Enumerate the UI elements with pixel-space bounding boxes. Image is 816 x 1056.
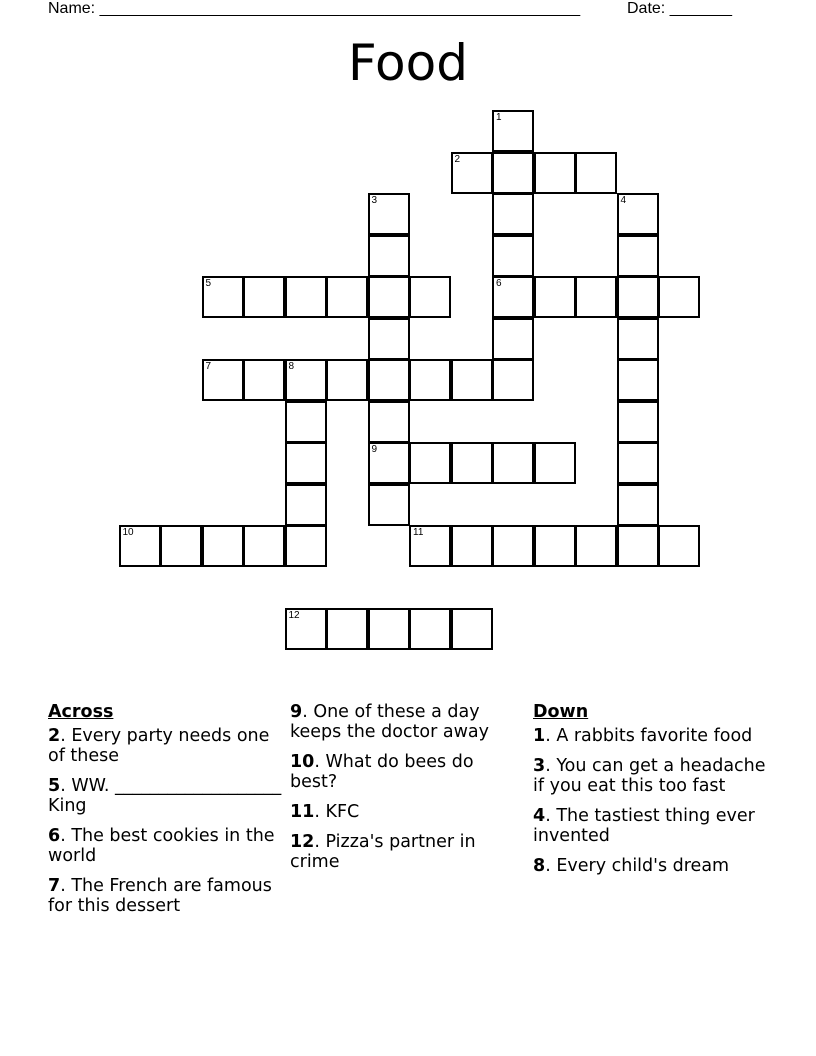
page-title: Food [348, 34, 468, 92]
grid-cell[interactable] [617, 318, 659, 360]
grid-cell[interactable] [617, 276, 659, 318]
grid-cell[interactable] [534, 525, 576, 567]
clue-across-6: 6. The best cookies in the world [48, 826, 275, 866]
clue-number: 8 [288, 361, 295, 372]
clue-number: 9 [371, 444, 378, 455]
grid-cell[interactable] [243, 276, 285, 318]
grid-cell[interactable] [617, 401, 659, 443]
grid-cell[interactable] [326, 608, 368, 650]
grid-cell[interactable] [160, 525, 202, 567]
grid-cell[interactable] [575, 152, 617, 194]
grid-cell[interactable] [575, 525, 617, 567]
grid-cell[interactable] [368, 276, 410, 318]
grid-cell[interactable] [451, 525, 493, 567]
grid-cell[interactable] [617, 484, 659, 526]
grid-cell[interactable] [285, 276, 327, 318]
across-clues-column-2 [290, 702, 515, 882]
grid-cell[interactable] [202, 359, 244, 401]
grid-cell[interactable] [202, 525, 244, 567]
grid-cell[interactable] [492, 152, 534, 194]
grid-cell[interactable] [451, 608, 493, 650]
grid-cell[interactable] [285, 525, 327, 567]
grid-cell[interactable] [119, 525, 161, 567]
grid-cell[interactable] [368, 193, 410, 235]
grid-cell[interactable] [492, 525, 534, 567]
clue-number: 2 [454, 153, 461, 165]
grid-cell[interactable] [492, 359, 534, 401]
grid-cell[interactable] [492, 442, 534, 484]
grid-cell[interactable] [368, 484, 410, 526]
grid-cell[interactable] [368, 401, 410, 443]
name-field[interactable]: Name: ______________________________________________________ [48, 0, 581, 17]
clue-number: 4 [620, 195, 627, 206]
grid-cell[interactable] [243, 359, 285, 401]
grid-cell[interactable] [492, 318, 534, 360]
clue-number: 10 [122, 527, 134, 538]
clue-number: 3 [371, 195, 378, 206]
clue-across-11: 11. KFC [290, 802, 360, 822]
grid-cell[interactable] [368, 442, 410, 484]
date-field[interactable]: Date: _______ [627, 0, 732, 17]
clue-number: 6 [496, 278, 502, 289]
clue-number: 11 [413, 527, 424, 538]
grid-cell[interactable] [534, 276, 576, 318]
down-heading: Down [533, 702, 589, 722]
clue-down-4: 4. The tastiest thing ever invented [533, 806, 755, 846]
grid-cell[interactable] [617, 193, 659, 235]
grid-cell[interactable] [451, 359, 493, 401]
grid-cell[interactable] [492, 276, 534, 318]
down-clues-column [533, 702, 773, 886]
clue-across-12: 12. Pizza's partner in crime [290, 832, 476, 872]
grid-cell[interactable] [451, 442, 493, 484]
grid-cell[interactable] [285, 608, 327, 650]
grid-cell[interactable] [492, 235, 534, 277]
grid-cell[interactable] [492, 193, 534, 235]
grid-cell[interactable] [285, 442, 327, 484]
grid-cell[interactable] [617, 442, 659, 484]
grid-cell[interactable] [202, 276, 244, 318]
clue-across-5: 5. WW. ___________________ King [48, 776, 282, 816]
grid-cell[interactable] [368, 318, 410, 360]
grid-cell[interactable] [326, 359, 368, 401]
clue-down-3: 3. You can get a headache if you eat this too fast [533, 756, 766, 796]
grid-cell[interactable] [451, 152, 493, 194]
clue-down-8: 8. Every child's dream [533, 856, 730, 876]
grid-cell[interactable] [617, 235, 659, 277]
grid-cell[interactable] [492, 110, 534, 152]
clue-number: 5 [205, 278, 212, 289]
grid-cell[interactable] [658, 525, 700, 567]
grid-cell[interactable] [368, 608, 410, 650]
grid-cell[interactable] [658, 276, 700, 318]
grid-cell[interactable] [368, 359, 410, 401]
clue-across-7: 7. The French are famous for this dessert [48, 876, 272, 916]
grid-cell[interactable] [409, 525, 451, 567]
across-clues-column-1 [48, 702, 283, 926]
clue-number: 12 [288, 610, 300, 621]
clue-number: 7 [205, 361, 212, 372]
grid-cell[interactable] [409, 608, 451, 650]
grid-cell[interactable] [285, 484, 327, 526]
clue-across-2: 2. Every party needs one of these [48, 726, 270, 766]
grid-cell[interactable] [409, 276, 451, 318]
grid-cell[interactable] [617, 359, 659, 401]
grid-cell[interactable] [285, 401, 327, 443]
clue-across-9: 9. One of these a day keeps the doctor away [290, 702, 489, 742]
across-heading: Across [48, 702, 114, 722]
grid-cell[interactable] [326, 276, 368, 318]
grid-cell[interactable] [575, 276, 617, 318]
grid-cell[interactable] [617, 525, 659, 567]
clue-number: 1 [496, 112, 502, 123]
grid-cell[interactable] [243, 525, 285, 567]
grid-cell[interactable] [534, 442, 576, 484]
grid-cell[interactable] [368, 235, 410, 277]
clue-across-10: 10. What do bees do best? [290, 752, 474, 792]
clue-down-1: 1. A rabbits favorite food [533, 726, 753, 746]
grid-cell[interactable] [534, 152, 576, 194]
grid-cell[interactable] [285, 359, 327, 401]
grid-cell[interactable] [409, 442, 451, 484]
grid-cell[interactable] [409, 359, 451, 401]
